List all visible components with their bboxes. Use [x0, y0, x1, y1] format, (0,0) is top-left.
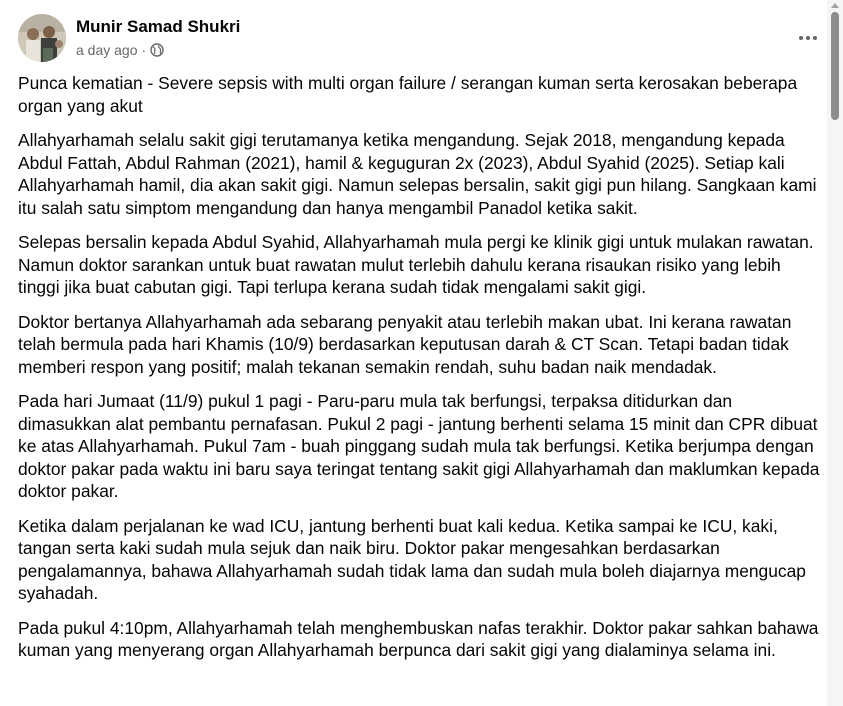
- more-options-icon[interactable]: [790, 22, 826, 54]
- author-avatar[interactable]: [18, 14, 66, 62]
- post-paragraph: Pada hari Jumaat (11/9) pukul 1 pagi - Paru-paru mula tak berfungsi, terpaksa ditidurkan dan dimasukkan alat pembantu pernafasan. Pukul 2 pagi - jantung berhenti selama 15 minit dan CPR dibuat ke atas Allahyarhamah. Pukul 7am - buah pinggang sudah mula tak berfungsi. Ketika berjumpa dengan doktor pakar pada waktu ini baru saya teringat tentang sakit gigi Allahyarhamah dan maklumkan kepada doktor pakar.: [18, 391, 820, 501]
- meta-separator: ·: [141, 42, 147, 58]
- post-header: [0, 0, 826, 72]
- post-paragraph: Selepas bersalin kepada Abdul Syahid, Allahyarhamah mula pergi ke klinik gigi untuk mulakan rawatan. Namun doktor sarankan untuk buat rawatan mulut terlebih dahulu kerana risaukan risiko yang lebih tinggi jika buat cabutan gigi. Tapi terlupa kerana sudah tidak mengalami sakit gigi.: [18, 232, 814, 297]
- scrollbar-thumb[interactable]: [831, 12, 839, 120]
- post-body: [18, 72, 826, 674]
- author-name[interactable]: Munir Samad Shukri: [76, 17, 241, 36]
- post-paragraph: Ketika dalam perjalanan ke wad ICU, jantung berhenti buat kali kedua. Ketika sampai ke ICU, kaki, tangan serta kaki sudah mula sejuk dan naik biru. Doktor pakar mengesahkan berdasarkan pengalamannya, bahawa Allahyarhamah sudah tidak lama dan sudah mula boleh diajarnya mengucap syahadah.: [18, 515, 806, 603]
- post-paragraph: Doktor bertanya Allahyarhamah ada sebarang penyakit atau terlebih makan ubat. Ini kerana rawatan telah bermula pada hari Khamis (10/9) berdasarkan keputusan darah & CT Scan. Tetapi badan tidak memberi respon yang positif; malah tekanan semakin rendah, suhu badan naik mendadak.: [18, 311, 792, 377]
- post-paragraph: Pada pukul 4:10pm, Allahyarhamah telah menghembuskan nafas terakhir. Doktor pakar sahkan bahawa kuman yang menyerang organ Allahyarhamah berpunca dari sakit gigi yang dialaminya selama ini.: [18, 617, 819, 660]
- avatar-photo: [18, 14, 66, 62]
- post-meta: [76, 42, 164, 58]
- post-paragraph: Punca kematian - Severe sepsis with multi organ failure / serangan kuman serta kerosakan beberapa organ yang akut: [18, 73, 798, 116]
- post-paragraph: Allahyarhamah selalu sakit gigi terutamanya ketika mengandung. Sejak 2018, mengandung kepada Abdul Fattah, Abdul Rahman (2021), hamil & keguguran 2x (2023), Abdul Syahid (2025). Setiap kali Allahyarhamah hamil, dia akan sakit gigi. Namun selepas bersalin, sakit gigi pun hilang. Sangkaan kami itu salah satu simptom mengandung dan hanya mengambil Panadol ketika sakit.: [18, 130, 817, 218]
- scroll-up-arrow-icon[interactable]: [831, 3, 839, 8]
- scrollbar[interactable]: [827, 0, 843, 706]
- globe-icon[interactable]: [150, 43, 164, 57]
- post-timestamp[interactable]: a day ago: [76, 42, 138, 58]
